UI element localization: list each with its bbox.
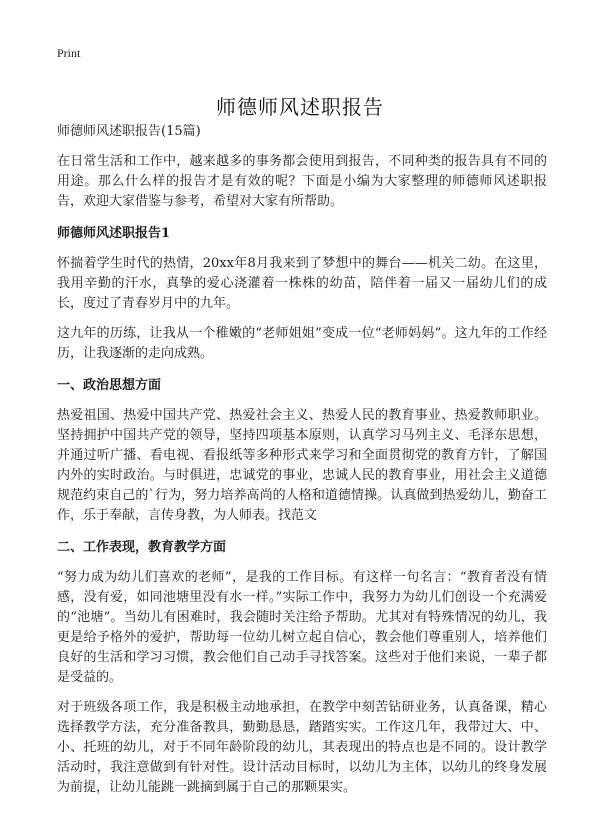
paragraph-2: 这九年的历练，让我从一个稚嫩的“老师姐姐”变成一位“老师妈妈”。这九年的工作经历，让我逐渐的走向成熟。 bbox=[57, 326, 547, 361]
paragraph-4: “努力成为幼儿们喜欢的老师”，是我的工作目标。有这样一句名言：“教育者没有情感，没有爱，如同池塘里没有水一样。”实际工作中，我努力为幼儿们创设一个充满爱的“池塘”。当幼儿有困难时，我会随时关注给予帮助。尤其对有特殊情况的幼儿，我更是给予格外的爱护，帮助每一位幼儿树立起自信心，教会他们尊重别人，培养他们良好的生活和学习习惯，教会他们自己动手寻找答案。这些对于他们来说，一辈子都是受益的。 bbox=[57, 570, 547, 685]
paragraph-5: 对于班级各项工作，我是积极主动地承担，在教学中刻苦钻研业务，认真备课，精心选择教学方法，充分准备教具，勤勤恳恳，踏踏实实。工作这几年，我带过大、中、小、托班的幼儿，对于不同年龄阶段的幼儿，其表现出的特点也是不同的。设计教学活动时，我注意做到有针对性。设计活动目标时，以幼儿为主体，以幼儿的终身发展为前提，让幼儿能跳一跳摘到属于自己的那颗果实。 bbox=[57, 700, 547, 795]
report-heading: 师德师风述职报告1 bbox=[57, 226, 171, 241]
paragraph-1: 怀揣着学生时代的热情，20xx年8月我来到了梦想中的舞台——机关二幼。在这里，我用辛勤的汗水，真挚的爱心浇灌着一株株的幼苗，陪伴着一届又一届幼儿们的成长，度过了青春岁月中的九年。 bbox=[57, 256, 547, 311]
paragraph-3: 热爱祖国、热爱中国共产党、热爱社会主义、热爱人民的教育事业、热爱教师职业。坚持拥护中国共产党的领导，坚持四项基本原则，认真学习马列主义、毛泽东思想，并通过听广播、看电视、看报纸等多种形式来学习和全面贯彻党的教育方针，了解国内外的实时政治。与时俱进，忠诚党的事业，忠诚人民的教育事业，用社会主义道德规范约束自己的`行为，努力培养高尚的人格和道德情操。认真做到热爱幼儿，勤奋工作，乐于奉献，言传身教，为人师表。找范文 bbox=[57, 408, 547, 523]
intro-paragraph: 在日常生活和工作中，越来越多的事务都会使用到报告，不同种类的报告具有不同的用途。那么什么样的报告才是有效的呢？下面是小编为大家整理的师德师风述职报告，欢迎大家借鉴与参考，希望对大家有所帮助。 bbox=[57, 154, 547, 209]
print-link[interactable]: Print bbox=[57, 46, 81, 60]
section-heading-work: 二、工作表现，教育教学方面 bbox=[57, 540, 227, 555]
document-body bbox=[57, 122, 547, 808]
section-heading-politics: 一、政治思想方面 bbox=[57, 378, 162, 393]
page-title: 师德师风述职报告 bbox=[216, 95, 384, 120]
document-subtitle: 师德师风述职报告(15篇) bbox=[57, 124, 201, 139]
